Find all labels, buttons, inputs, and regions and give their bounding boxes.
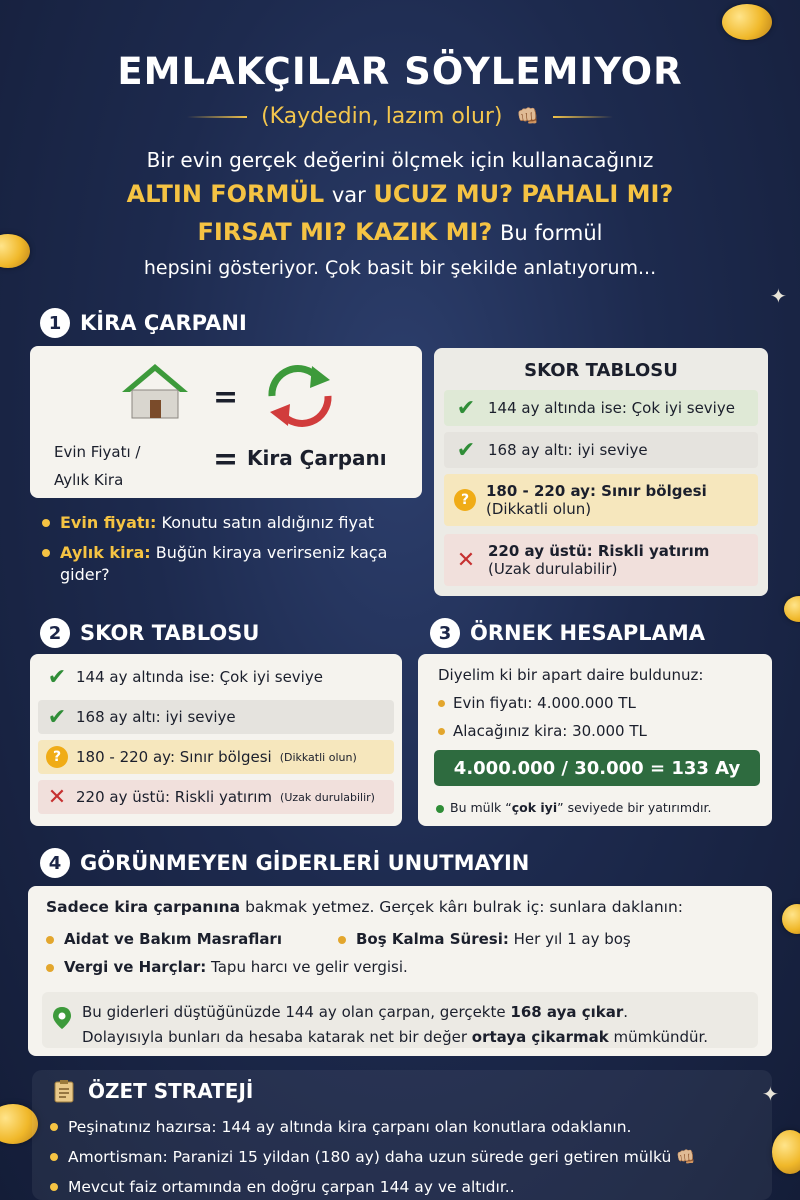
summary-header [52, 1078, 253, 1104]
score-table-card-2 [30, 654, 402, 826]
fist-bump-emoji: 👊🏼 [516, 106, 539, 127]
page-title: EMLAKÇILAR SÖYLEMIYOR [117, 50, 683, 93]
intro-line-3: FIRSAT MI? KAZIK MI? Bu formül [197, 218, 603, 246]
location-pin-icon [52, 1006, 72, 1030]
divider [553, 116, 613, 118]
cross-icon: ✕ [47, 784, 67, 810]
section-number: 3 [430, 618, 460, 648]
sparkle-icon: ✦ [770, 284, 787, 308]
intro-line-2: ALTIN FORMÜL var UCUZ MU? PAHALI MI? [126, 180, 674, 208]
list-item: Peşinatınız hazırsa: 144 ay altında kira çarpanı olan konutlara odaklanın. [48, 1112, 768, 1142]
question-icon: ? [46, 746, 68, 768]
section-title: KİRA ÇARPANI [80, 311, 247, 335]
coin-decoration [722, 4, 772, 40]
cross-icon: ✕ [456, 547, 476, 573]
section-4-header [40, 848, 760, 878]
coin-decoration [784, 596, 800, 622]
subtitle: (Kaydedin, lazım olur) [261, 104, 503, 129]
sparkle-icon: ✦ [762, 1082, 779, 1106]
section-title: SKOR TABLOSU [80, 621, 260, 645]
score-row: ✔ 144 ay altında ise: Çok iyi seviye [444, 390, 758, 426]
list-item: Evin fiyatı: Konutu satın aldığınız fiyat [40, 512, 420, 534]
section-1-header [40, 308, 400, 338]
formula-result: Kira Çarpanı [247, 446, 387, 470]
list-item: Boş Kalma Süresi: Her yıl 1 ay boş [338, 930, 631, 948]
score-row: ✔ 144 ay altında ise: Çok iyi seviye [47, 664, 323, 690]
coin-decoration [782, 904, 800, 934]
notepad-icon [52, 1078, 78, 1104]
summary-list [48, 1112, 768, 1200]
example-rent: Alacağınız kira: 30.000 TL [438, 722, 647, 740]
intro-line-4: hepsini gösteriyor. Çok basit bir şekilde anlatıyorum... [143, 257, 657, 279]
summary-title: ÖZET STRATEJİ [88, 1079, 254, 1103]
score-row: ✔ 168 ay altı: iyi seviye [444, 432, 758, 468]
equals-sign: = [213, 442, 239, 477]
question-icon: ? [454, 489, 476, 511]
check-icon: ✔ [456, 437, 476, 463]
definitions-list [40, 512, 420, 594]
coin-decoration [772, 1130, 800, 1174]
section-number: 1 [40, 308, 70, 338]
example-price: Evin fiyatı: 4.000.000 TL [438, 694, 636, 712]
list-item: Vergi ve Harçlar: Tapu harcı ve gelir vergisi. [46, 958, 408, 976]
cycle-arrows-icon [260, 360, 340, 432]
section-title: ÖRNEK HESAPLAMA [470, 621, 705, 645]
calculation-result: 4.000.000 / 30.000 = 133 Ay [434, 750, 760, 786]
example-intro: Diyelim ki bir apart daire buldunuz: [438, 666, 704, 684]
score-table-card [434, 348, 768, 596]
list-item: Aylık kira: Buğün kiraya verirseniz kaça gider? [40, 542, 420, 586]
hidden-costs-card [28, 886, 772, 1056]
section-2-header [40, 618, 400, 648]
example-card [418, 654, 772, 826]
score-row: ? 180 - 220 ay: Sınır bölgesi (Dikkatli olun) [444, 474, 758, 526]
section-title: GÖRÜNMEYEN GİDERLERİ UNUTMAYIN [80, 851, 530, 875]
example-conclusion: Bu mülk “çok iyi” seviyede bir yatırımdır. [436, 800, 711, 815]
fist-bump-emoji: 👊🏼 [676, 1148, 696, 1166]
intro-line-1: Bir evin gerçek değerini ölçmek için kullanacağınız [146, 148, 654, 172]
list-item: Mevcut faiz ortamında en doğru çarpan 144 ay ve altıdır.. [48, 1172, 768, 1200]
score-row: ✕ 220 ay üstü: Riskli yatırım (Uzak durulabilir) [38, 780, 394, 814]
section-number: 2 [40, 618, 70, 648]
subtitle-row [0, 104, 800, 129]
check-icon: ✔ [47, 704, 67, 730]
score-row: ? 180 - 220 ay: Sınır bölgesi (Dikkatli olun) [38, 740, 394, 774]
check-icon: ✔ [456, 395, 476, 421]
divider [187, 116, 247, 118]
list-item: Aidat ve Bakım Masrafları [46, 930, 282, 948]
check-icon: ✔ [47, 664, 67, 690]
hidden-costs-intro: Sadece kira çarpanına bakmak yetmez. Gerçek kârı bulrak iç: sunlara daklanın: [46, 898, 683, 916]
score-row: ✔ 168 ay altı: iyi seviye [38, 700, 394, 734]
hidden-costs-note: Bu giderleri düştüğünüzde 144 ay olan çarpan, gerçekte 168 aya çıkar. Dolayısıyla bunları da hesaba katarak net bir değer ortaya çikarmak mümkündür. [42, 992, 758, 1048]
score-table-title: SKOR TABLOSU [524, 360, 678, 381]
list-item: Amortisman: Paranizi 15 yildan (180 ay) daha uzun sürede geri getiren mülkü 👊🏼 [48, 1142, 768, 1172]
equals-sign: = [213, 380, 239, 415]
house-icon [120, 360, 190, 420]
formula-fraction: Evin Fiyatı / Aylık Kira [54, 443, 141, 489]
formula-card [30, 346, 422, 498]
score-row: ✕ 220 ay üstü: Riskli yatırım (Uzak durulabilir) [444, 534, 758, 586]
section-3-header [430, 618, 770, 648]
section-number: 4 [40, 848, 70, 878]
